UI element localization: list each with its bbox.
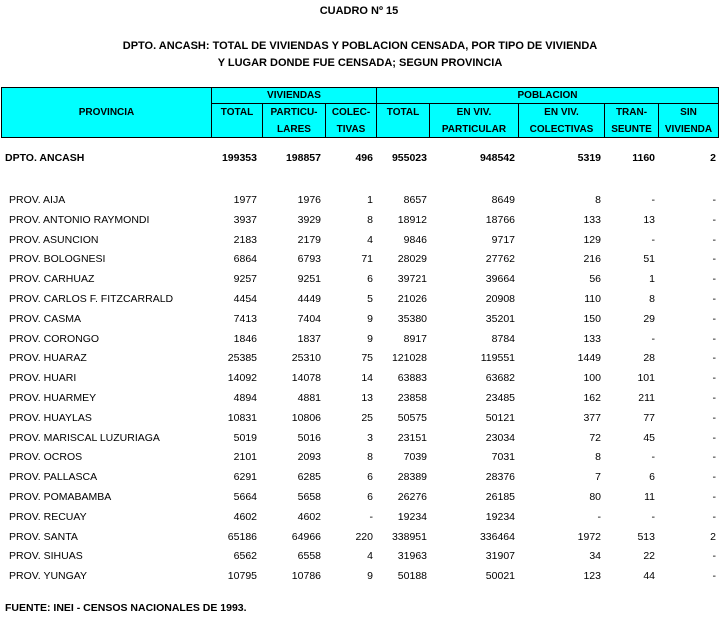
cell-viv-total: 1977 [233, 194, 257, 206]
cell-viv-total: 25385 [227, 352, 257, 365]
cell-viv-colectivas: 75 [361, 352, 373, 365]
cell-viv-total: 9257 [233, 273, 257, 286]
cell-viv-colectivas: 6 [367, 491, 373, 503]
header-viv-total-label: TOTAL [220, 107, 254, 118]
cell-viv-particulares: 2179 [297, 233, 321, 246]
dept-viv-colectivas: 496 [355, 152, 373, 164]
header-pob-transeunte [604, 103, 659, 138]
cell-viv-total: 2183 [233, 233, 257, 246]
header-viviendas-label: VIVIENDAS [267, 90, 321, 101]
cell-viv-total: 3937 [233, 213, 257, 226]
cell-viv-colectivas: 14 [361, 372, 373, 385]
cell-viv-particulares: 25310 [291, 352, 321, 365]
table-row [0, 312, 720, 326]
cell-pob-transeunte: 28 [643, 352, 655, 365]
cell-pob-particular: 26185 [485, 491, 515, 503]
table-row [0, 470, 720, 484]
province-name: PROV. ANTONIO RAYMONDI [9, 213, 150, 226]
cell-pob-transeunte: 1 [649, 273, 655, 286]
cell-pob-particular: 50021 [485, 570, 515, 583]
province-name: PROV. PALLASCA [9, 471, 98, 484]
cell-viv-particulares: 3929 [297, 213, 321, 226]
cell-pob-total: 23858 [397, 392, 427, 404]
header-pob-sin-vivienda [658, 103, 719, 138]
dept-pob-transeunte: 1160 [632, 152, 655, 164]
cell-viv-particulares: 5658 [297, 491, 321, 503]
cell-viv-particulares: 4449 [297, 293, 321, 305]
province-name: PROV. HUARMEY [9, 392, 97, 404]
table-row [0, 411, 720, 425]
cell-pob-particular: 20908 [485, 293, 515, 305]
cell-pob-particular: 27762 [485, 253, 515, 266]
cell-pob-transeunte: 101 [637, 372, 655, 385]
province-name: PROV. BOLOGNESI [9, 253, 106, 266]
cell-pob-sin-vivienda: - [712, 510, 716, 523]
cell-viv-colectivas: 5 [367, 293, 373, 305]
cell-pob-total: 31963 [397, 550, 427, 563]
header-pob-total-label: TOTAL [386, 107, 420, 118]
cell-viv-particulares: 7404 [297, 312, 321, 325]
header-viv-particulares-line2: LARES [277, 123, 311, 135]
cell-pob-colectivas: 7 [595, 471, 601, 484]
cell-viv-colectivas: 8 [367, 451, 373, 464]
cell-viv-colectivas: 9 [367, 312, 373, 325]
cell-viv-colectivas: 13 [361, 392, 373, 404]
table-row [0, 530, 720, 544]
cell-viv-total: 6864 [233, 253, 257, 266]
table-row [0, 510, 720, 524]
cell-viv-total: 2101 [233, 451, 257, 464]
cell-viv-colectivas: 9 [367, 570, 373, 583]
cell-pob-transeunte: 44 [643, 570, 655, 583]
cell-viv-particulares: 10806 [291, 411, 321, 424]
dept-viv-total: 199353 [221, 152, 257, 164]
cell-viv-total: 14092 [227, 372, 257, 385]
cell-pob-particular: 63682 [485, 372, 515, 385]
cell-pob-total: 7039 [403, 451, 427, 464]
cell-pob-sin-vivienda: - [712, 352, 716, 365]
cell-pob-colectivas: 100 [583, 372, 601, 385]
cell-pob-particular: 119551 [480, 352, 515, 365]
cell-pob-transeunte: 211 [638, 392, 655, 404]
province-name: PROV. CORONGO [9, 332, 100, 345]
cell-viv-particulares: 10786 [291, 570, 321, 583]
cell-viv-colectivas: 4 [367, 550, 373, 563]
cell-pob-transeunte: - [651, 451, 655, 464]
cell-pob-total: 19234 [397, 510, 427, 523]
cell-viv-colectivas: 4 [367, 233, 373, 246]
cell-viv-colectivas: - [369, 510, 373, 523]
province-name: PROV. MARISCAL LUZURIAGA [9, 431, 160, 444]
cell-pob-colectivas: 72 [589, 431, 601, 444]
cell-pob-particular: 336464 [479, 530, 515, 543]
cell-viv-colectivas: 1 [367, 194, 373, 206]
cell-pob-particular: 9717 [491, 233, 515, 246]
cell-viv-total: 5019 [233, 431, 257, 444]
header-viv-colectivas-line1: COLEC- [331, 106, 371, 118]
cell-viv-total: 5664 [233, 491, 257, 503]
province-name: PROV. RECUAY [9, 510, 87, 523]
cell-pob-sin-vivienda: - [712, 233, 716, 246]
cell-pob-total: 338951 [391, 530, 427, 543]
cell-pob-particular: 23485 [485, 392, 515, 404]
header-pob-particular-line2: PARTICULAR [441, 123, 507, 135]
header-pob-transeunte-line1: TRAN- [615, 106, 648, 118]
cell-pob-transeunte: - [651, 194, 655, 206]
cell-pob-particular: 28376 [485, 471, 515, 484]
province-name: PROV. SIHUAS [9, 550, 83, 563]
cell-pob-particular: 31907 [485, 550, 515, 563]
cell-pob-sin-vivienda: - [712, 273, 716, 286]
cell-viv-total: 4894 [233, 392, 257, 404]
table-number: CUADRO Nº 15 [319, 5, 399, 17]
cell-viv-particulares: 1837 [297, 332, 321, 345]
province-name: PROV. HUARAZ [9, 352, 87, 365]
cell-pob-sin-vivienda: - [712, 451, 716, 464]
province-name: PROV. CASMA [9, 312, 81, 325]
header-provincia-label: PROVINCIA [78, 107, 135, 118]
cell-viv-colectivas: 6 [367, 273, 373, 286]
cell-pob-particular: 50121 [485, 411, 515, 424]
header-viv-colectivas-line2: TIVAS [336, 123, 366, 135]
cell-pob-total: 9846 [403, 233, 427, 246]
header-pob-colectivas-line1: EN VIV. [544, 106, 579, 118]
cell-pob-total: 50575 [397, 411, 427, 424]
cell-viv-colectivas: 8 [367, 213, 373, 226]
table-row [0, 431, 720, 445]
cell-pob-colectivas: 150 [583, 312, 601, 325]
header-pob-sin-vivienda-line2: VIVIENDA [664, 123, 713, 135]
cell-viv-total: 10795 [227, 570, 257, 583]
cell-pob-particular: 18766 [485, 213, 515, 226]
table-row [0, 252, 720, 266]
cell-pob-sin-vivienda: - [712, 411, 716, 424]
cell-pob-transeunte: - [651, 332, 655, 345]
cell-pob-total: 39721 [397, 273, 427, 286]
header-viv-colectivas [325, 103, 377, 138]
source-footer: FUENTE: INEI - CENSOS NACIONALES DE 1993. [5, 602, 247, 614]
cell-pob-sin-vivienda: - [712, 253, 716, 266]
dept-pob-sin-vivienda: 2 [710, 152, 716, 164]
cell-viv-particulares: 14078 [291, 372, 321, 385]
cell-pob-colectivas: 129 [583, 233, 601, 246]
header-viv-particulares [262, 103, 326, 138]
province-name: PROV. YUNGAY [9, 570, 88, 583]
cell-pob-transeunte: 13 [643, 213, 655, 226]
province-name: PROV. OCROS [9, 451, 83, 464]
cell-viv-colectivas: 3 [367, 431, 373, 444]
table-row [0, 391, 720, 405]
table-row [0, 569, 720, 583]
cell-pob-transeunte: 77 [643, 411, 655, 424]
cell-pob-total: 121028 [391, 352, 427, 365]
cell-pob-total: 8917 [403, 332, 427, 345]
cell-pob-total: 23151 [397, 431, 427, 444]
province-name: PROV. CARHUAZ [9, 273, 95, 286]
cell-pob-total: 63883 [397, 372, 427, 385]
cell-pob-sin-vivienda: 2 [710, 530, 716, 543]
cell-pob-transeunte: 8 [649, 293, 655, 305]
cell-viv-total: 1846 [233, 332, 257, 345]
cell-pob-sin-vivienda: - [712, 194, 716, 206]
cell-pob-particular: 19234 [485, 510, 515, 523]
cell-pob-transeunte: 513 [637, 530, 655, 543]
cell-pob-sin-vivienda: - [712, 213, 716, 226]
header-pob-particular-line1: EN VIV. [456, 106, 492, 118]
cell-pob-colectivas: - [597, 510, 601, 523]
cell-viv-colectivas: 71 [361, 253, 373, 266]
cell-pob-colectivas: 1972 [577, 530, 601, 543]
cell-viv-particulares: 5016 [297, 431, 321, 444]
header-viv-particulares-line1: PARTICU- [270, 106, 318, 118]
cell-viv-total: 6291 [233, 471, 257, 484]
cell-pob-colectivas: 8 [595, 451, 601, 464]
cell-pob-total: 21026 [397, 293, 427, 305]
cell-viv-total: 4454 [233, 293, 257, 305]
province-name: PROV. AIJA [9, 194, 66, 206]
cell-viv-colectivas: 9 [367, 332, 373, 345]
cell-pob-colectivas: 110 [584, 293, 601, 305]
cell-viv-total: 6562 [233, 550, 257, 563]
province-name: PROV. ASUNCION [9, 233, 99, 246]
cell-pob-transeunte: - [651, 233, 655, 246]
cell-pob-colectivas: 123 [583, 570, 601, 583]
province-name: PROV. SANTA [9, 530, 78, 543]
province-name: PROV. POMABAMBA [9, 491, 112, 503]
cell-pob-total: 26276 [397, 491, 427, 503]
cell-viv-colectivas: 25 [361, 411, 373, 424]
dept-pob-total: 955023 [391, 152, 427, 164]
cell-pob-total: 28389 [397, 471, 427, 484]
cell-viv-particulares: 1976 [297, 194, 321, 206]
cell-viv-particulares: 4881 [297, 392, 321, 404]
cell-pob-colectivas: 1449 [577, 352, 601, 365]
cell-viv-particulares: 6793 [297, 253, 321, 266]
dept-viv-particulares: 198857 [285, 152, 321, 164]
dept-pob-particular: 948542 [479, 152, 515, 164]
cell-pob-transeunte: 51 [643, 253, 655, 266]
cell-pob-colectivas: 133 [583, 332, 601, 345]
cell-viv-particulares: 9251 [297, 273, 321, 286]
header-poblacion-label: POBLACION [517, 90, 578, 101]
province-name: PROV. HUARI [9, 372, 77, 385]
cell-pob-colectivas: 34 [589, 550, 601, 563]
cell-pob-colectivas: 216 [583, 253, 601, 266]
table-row [0, 332, 720, 346]
table-row [0, 490, 720, 504]
cell-pob-particular: 39664 [485, 273, 515, 286]
header-poblacion-group [376, 87, 719, 104]
table-row [0, 233, 720, 247]
cell-pob-transeunte: 22 [643, 550, 655, 563]
cell-pob-particular: 35201 [485, 312, 515, 325]
header-pob-particular [429, 103, 519, 138]
cell-pob-transeunte: 29 [643, 312, 655, 325]
cell-pob-colectivas: 133 [583, 213, 601, 226]
table-row [0, 371, 720, 385]
cell-pob-colectivas: 377 [583, 411, 601, 424]
cell-pob-sin-vivienda: - [712, 471, 716, 484]
table-title-line1: DPTO. ANCASH: TOTAL DE VIVIENDAS Y POBLACION CENSADA, POR TIPO DE VIVIENDA [122, 40, 598, 52]
department-name: DPTO. ANCASH [5, 152, 85, 164]
cell-pob-colectivas: 8 [595, 194, 601, 206]
cell-pob-sin-vivienda: - [712, 491, 716, 503]
table-row [0, 272, 720, 286]
cell-viv-colectivas: 220 [355, 530, 373, 543]
table-title-line2: Y LUGAR DONDE FUE CENSADA; SEGUN PROVINCIA [217, 57, 503, 69]
cell-pob-sin-vivienda: - [712, 570, 716, 583]
cell-viv-particulares: 64966 [291, 530, 321, 543]
cell-viv-particulares: 2093 [297, 451, 321, 464]
cell-viv-particulares: 4602 [297, 510, 321, 523]
cell-pob-particular: 8649 [491, 194, 515, 206]
header-viv-total [211, 103, 263, 138]
cell-pob-total: 50188 [397, 570, 427, 583]
cell-pob-particular: 8784 [491, 332, 515, 345]
cell-pob-colectivas: 162 [583, 392, 601, 404]
table-row [0, 549, 720, 563]
cell-pob-transeunte: 11 [644, 491, 655, 503]
cell-pob-total: 18912 [397, 213, 427, 226]
cell-pob-sin-vivienda: - [712, 372, 716, 385]
cell-pob-total: 28029 [397, 253, 427, 266]
header-pob-sin-vivienda-line1: SIN [680, 106, 697, 118]
cell-viv-colectivas: 6 [367, 471, 373, 484]
cell-pob-colectivas: 56 [589, 273, 601, 286]
header-provincia [1, 87, 212, 138]
province-name: PROV. CARLOS F. FITZCARRALD [9, 293, 174, 305]
table-row [0, 193, 720, 207]
cell-pob-sin-vivienda: - [712, 392, 716, 404]
table-row [0, 213, 720, 227]
cell-pob-sin-vivienda: - [712, 332, 716, 345]
header-pob-total [376, 103, 430, 138]
cell-viv-total: 10831 [227, 411, 257, 424]
cell-viv-total: 4602 [233, 510, 257, 523]
dept-pob-colectivas: 5319 [577, 152, 601, 164]
cell-pob-colectivas: 80 [589, 491, 601, 503]
header-pob-colectivas-line2: COLECTIVAS [529, 123, 594, 135]
cell-pob-sin-vivienda: - [712, 431, 716, 444]
cell-viv-total: 65186 [227, 530, 257, 543]
cell-pob-total: 8657 [403, 194, 427, 206]
header-viviendas-group [211, 87, 377, 104]
province-name: PROV. HUAYLAS [9, 411, 92, 424]
cell-pob-transeunte: - [651, 510, 655, 523]
cell-pob-transeunte: 6 [649, 471, 655, 484]
table-row [0, 292, 720, 306]
header-pob-transeunte-line2: SEUNTE [611, 123, 652, 135]
cell-pob-transeunte: 45 [643, 431, 655, 444]
cell-viv-particulares: 6285 [297, 471, 321, 484]
cell-pob-particular: 7031 [491, 451, 515, 464]
table-row [0, 450, 720, 464]
cell-viv-particulares: 6558 [297, 550, 321, 563]
cell-pob-total: 35380 [397, 312, 427, 325]
cell-pob-sin-vivienda: - [712, 293, 716, 305]
cell-pob-sin-vivienda: - [712, 312, 716, 325]
header-pob-colectivas [518, 103, 605, 138]
table-row [0, 351, 720, 365]
cell-viv-total: 7413 [233, 312, 257, 325]
cell-pob-particular: 23034 [485, 431, 515, 444]
cell-pob-sin-vivienda: - [712, 550, 716, 563]
